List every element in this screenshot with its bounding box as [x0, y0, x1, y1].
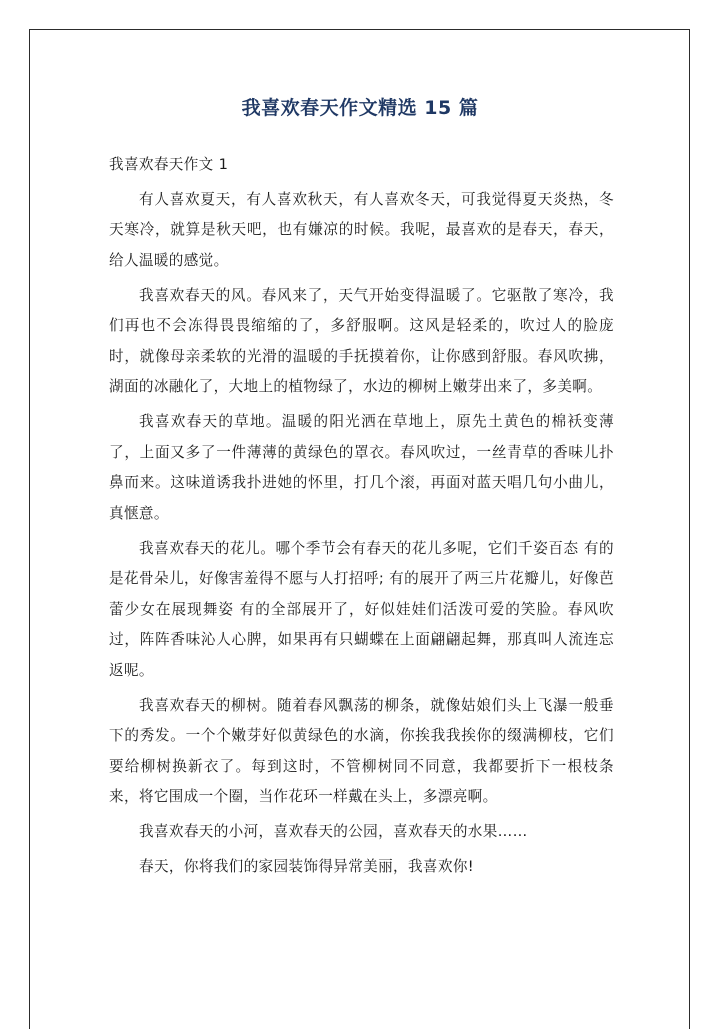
paragraph: 我喜欢春天的风。春风来了，天气开始变得温暖了。它驱散了寒冷，我们再也不会冻得畏畏缩缩的了，多舒服啊。这风是轻柔的，吹过人的脸庞时，就像母亲柔软的光滑的温暖的手抚摸着你，让你感到舒服。春风吹拂，湖面的冰融化了，大地上的植物绿了，水边的柳树上嫩芽出来了，多美啊。	[109, 286, 614, 395]
paragraph: 我喜欢春天的小河，喜欢春天的公园，喜欢春天的水果……	[139, 823, 528, 840]
paragraph: 我喜欢春天的草地。温暖的阳光洒在草地上，原先土黄色的棉袄变薄了，上面又多了一件薄薄的黄绿色的罩衣。春风吹过，一丝青草的香味儿扑鼻而来。这味道诱我扑进她的怀里，打几个滚，再面对蓝天唱几句小曲儿，真惬意。	[109, 413, 614, 522]
section-heading: 我喜欢春天作文 1	[109, 156, 229, 173]
paragraph: 春天，你将我们的家园装饰得异常美丽，我喜欢你!	[139, 858, 474, 875]
document-title: 我喜欢春天作文精选 15 篇	[241, 97, 479, 119]
paragraph: 我喜欢春天的柳树。随着春风飘荡的柳条，就像姑娘们头上飞瀑一般垂下的秀发。一个个嫩芽好似黄绿色的水滴，你挨我我挨你的缀满柳枝，它们要给柳树换新衣了。每到这时，不管柳树同不同意，我都要折下一根枝条来，将它围成一个圈，当作花环一样戴在头上，多漂亮啊。	[109, 696, 614, 805]
paragraph: 我喜欢春天的花儿。哪个季节会有春天的花儿多呢，它们千姿百态 有的是花骨朵儿，好像害羞得不愿与人打招呼; 有的展开了两三片花瓣儿，好像芭蕾少女在展现舞姿 有的全部展开了，好似娃娃们活泼可爱的笑脸。春风吹过，阵阵香味沁人心脾，如果再有只蝴蝶在上面翩翩起舞，那真叫人流连忘返呢。	[109, 539, 614, 679]
paragraph: 有人喜欢夏天，有人喜欢秋天，有人喜欢冬天，可我觉得夏天炎热，冬天寒冷，就算是秋天吧，也有嫌凉的时候。我呢，最喜欢的是春天，春天，给人温暖的感觉。	[109, 190, 614, 269]
document-body	[109, 150, 614, 887]
